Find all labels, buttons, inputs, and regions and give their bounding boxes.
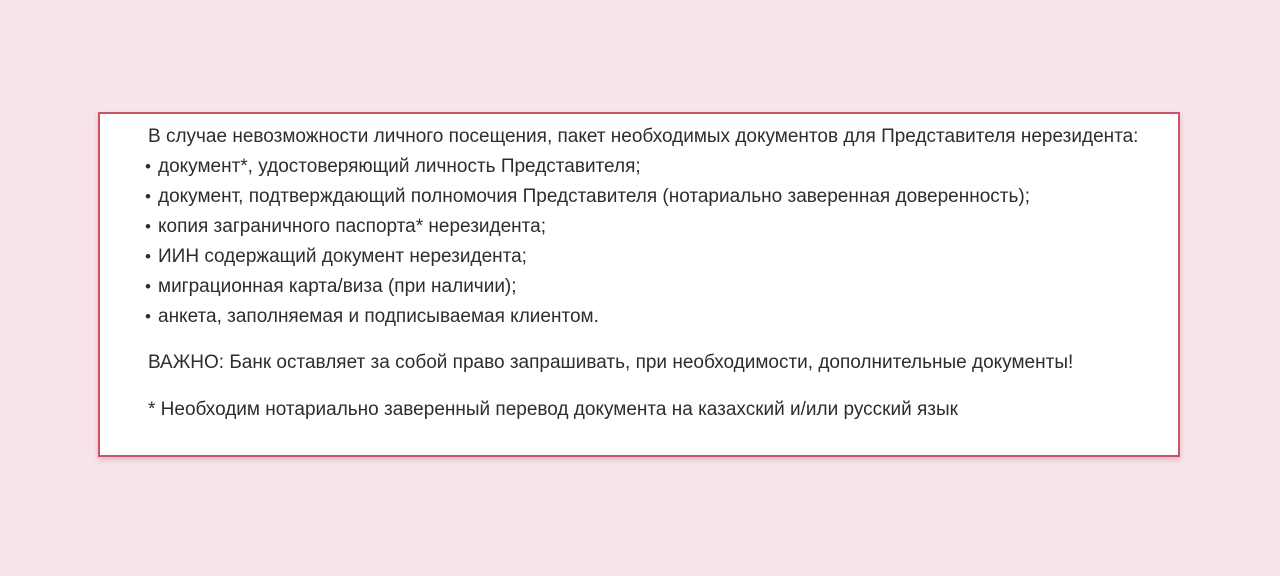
list-item-text: ИИН содержащий документ нерезидента; [158,246,527,267]
list-item [145,152,1148,182]
list-item-text: миграционная карта/виза (при наличии); [158,276,517,297]
list-item [145,272,1148,302]
bullet-marker: • [145,277,151,296]
bullet-marker: • [145,307,151,326]
list-item-text: анкета, заполняемая и подписываемая клиентом. [158,306,599,327]
bullet-marker: • [145,157,151,176]
list-item [145,212,1148,242]
list-item-text: документ, подтверждающий полномочия Представителя (нотариально заверенная доверенность); [158,186,1030,207]
bullet-marker: • [145,217,151,236]
bullet-marker: • [145,187,151,206]
intro-text: В случае невозможности личного посещения, пакет необходимых документов для Представителя нерезидента: [148,126,1139,147]
important-note: ВАЖНО: Банк оставляет за собой право запрашивать, при необходимости, дополнительные документы! [148,352,1074,373]
bullet-marker: • [145,247,151,266]
footnote-text: * Необходим нотариально заверенный перевод документа на казахский и/или русский язык [148,399,958,420]
list-item [145,302,1148,332]
required-documents-list [145,152,1148,332]
document-card [98,112,1180,457]
list-item-text: документ*, удостоверяющий личность Представителя; [158,156,641,177]
list-item [145,242,1148,272]
list-item [145,182,1148,212]
list-item-text: копия заграничного паспорта* нерезидента; [158,216,546,237]
